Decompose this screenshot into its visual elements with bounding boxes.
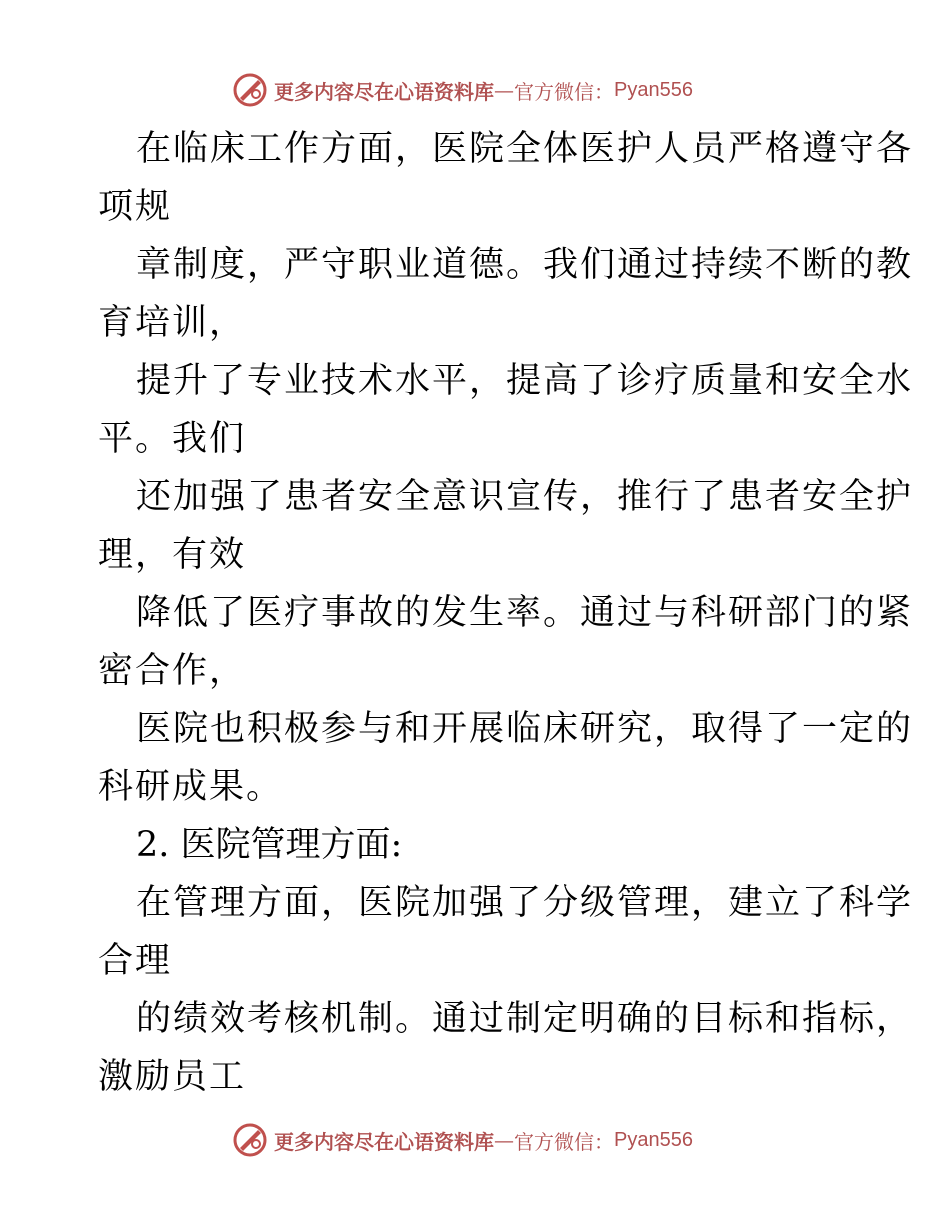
header-separator: — xyxy=(494,78,514,102)
line-main: 还加强了患者安全意识宣传，推行了患者安全护 xyxy=(136,477,914,517)
line-tail: 平。我们 xyxy=(98,419,247,459)
section-heading-text: 2. 医院管理方面: xyxy=(136,825,403,865)
line-main: 在管理方面，医院加强了分级管理，建立了科学 xyxy=(136,883,914,923)
footer-separator: — xyxy=(494,1128,514,1152)
header-site-name: 更多内容尽在心语资料库 xyxy=(274,79,494,104)
footer-wechat-label: 官方微信： xyxy=(514,1129,614,1154)
section-heading xyxy=(98,816,858,874)
header-account: Pyan556 xyxy=(614,78,693,101)
line-main: 章制度，严守职业道德。我们通过持续不断的教 xyxy=(136,245,914,285)
line-tail: 激励员工 xyxy=(98,1057,247,1097)
line-main: 的绩效考核机制。通过制定明确的目标和指标， xyxy=(136,999,914,1039)
line-tail: 合理 xyxy=(98,941,173,981)
header-wechat-label: 官方微信： xyxy=(514,79,614,104)
paragraph-line xyxy=(98,874,914,990)
document-body xyxy=(98,120,914,1106)
footer-banner xyxy=(232,1120,693,1160)
line-main: 降低了医疗事故的发生率。通过与科研部门的紧 xyxy=(136,593,914,633)
paragraph-line xyxy=(98,990,914,1106)
line-main: 医院也积极参与和开展临床研究，取得了一定的 xyxy=(136,709,914,749)
paragraph-line xyxy=(98,584,914,700)
paragraph-line xyxy=(98,120,914,236)
line-tail: 密合作， xyxy=(98,651,247,691)
line-tail: 理，有效 xyxy=(98,535,247,575)
line-main: 提升了专业技术水平，提高了诊疗质量和安全水 xyxy=(136,361,914,401)
footer-site-name: 更多内容尽在心语资料库 xyxy=(274,1129,494,1154)
line-tail: 育培训， xyxy=(98,303,247,343)
paragraph-line xyxy=(98,236,914,352)
paragraph-line xyxy=(98,468,914,584)
pen-logo-icon xyxy=(232,1122,268,1158)
pen-logo-icon xyxy=(232,72,268,108)
header-banner xyxy=(232,70,693,110)
paragraph-line xyxy=(98,352,914,468)
paragraph-line xyxy=(98,700,914,816)
line-tail: 科研成果。 xyxy=(98,767,284,807)
line-main: 在临床工作方面，医院全体医护人员严格遵守各 xyxy=(136,129,914,169)
line-tail: 项规 xyxy=(98,187,173,227)
footer-account: Pyan556 xyxy=(614,1128,693,1151)
